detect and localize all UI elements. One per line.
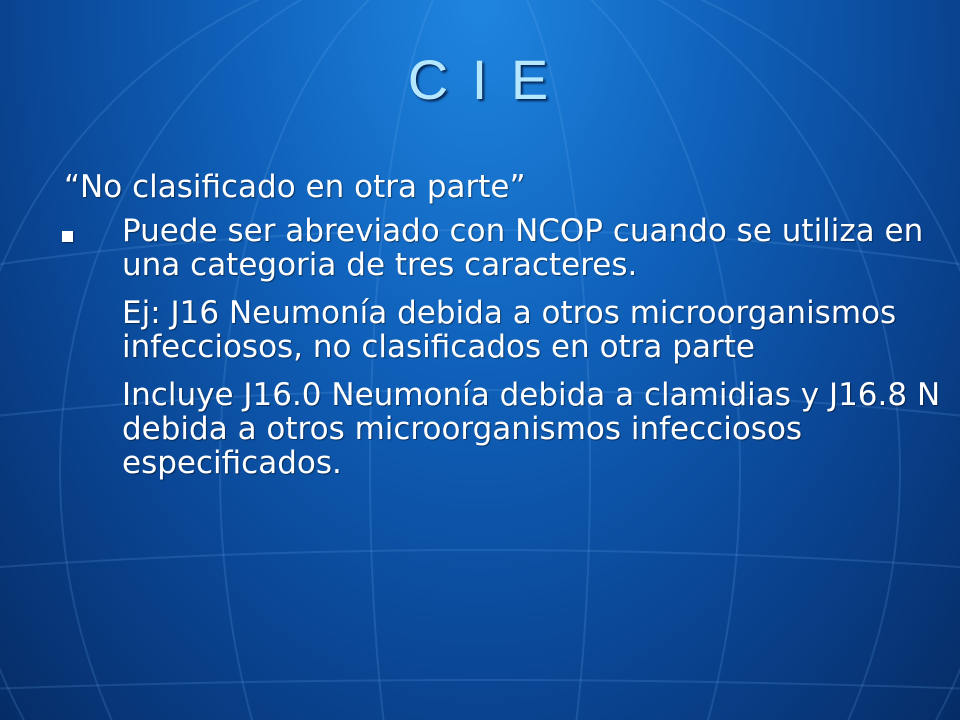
bullet-paragraph: Puede ser abreviado con NCOP cuando se utiliza en una categoria de tres caracteres. — [122, 213, 924, 283]
slide-title: C I E — [407, 48, 553, 111]
slide-subtitle: “No clasificado en otra parte” — [64, 169, 526, 205]
square-bullet-icon — [62, 231, 73, 242]
includes-paragraph: Incluye J16.0 Neumonía debida a clamidias y J16.8 N debida a otros microorganismos infecciosos especificados. — [122, 377, 941, 481]
bullet-content — [122, 214, 942, 494]
example-paragraph: Ej: J16 Neumonía debida a otros microorganismos infecciosos, no clasificados en otra parte — [122, 295, 897, 365]
